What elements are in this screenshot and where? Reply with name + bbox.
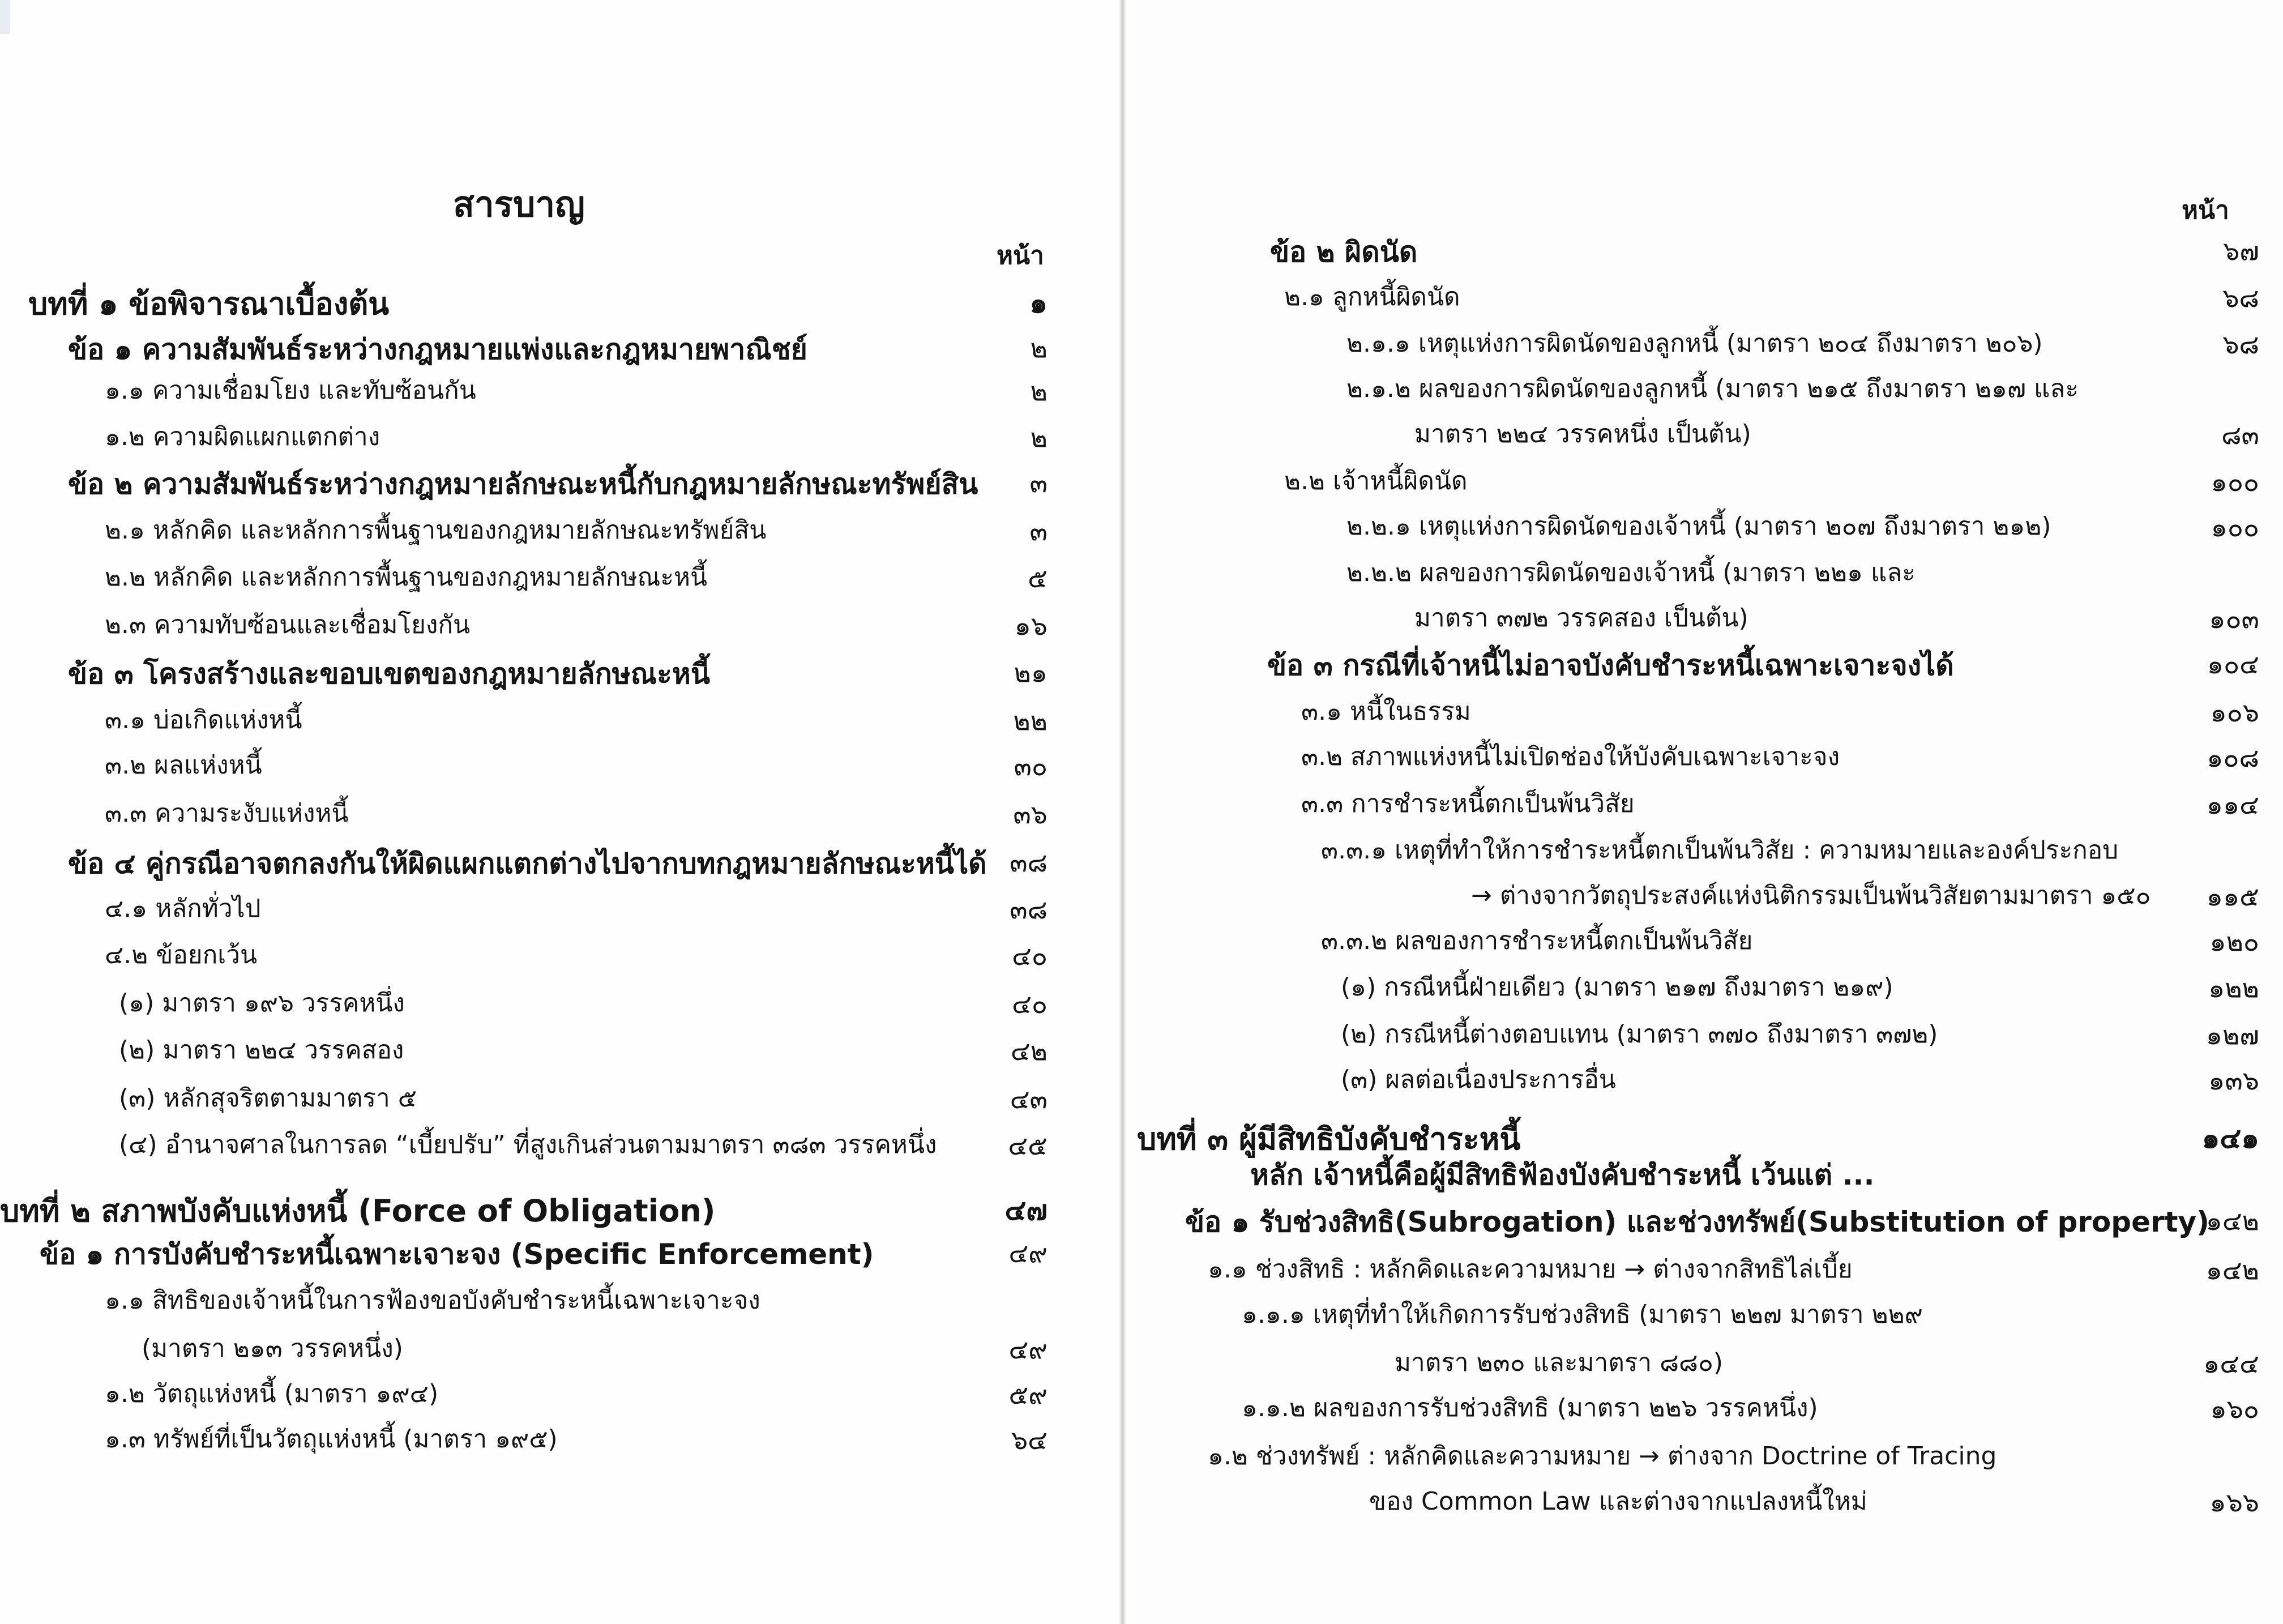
toc-entry-note[interactable]: หลัก เจ้าหนี้คือผู้มีสิทธิฟ้องบังคับชำระหนี้ เว้นแต่ ... [1250,1159,1875,1191]
toc-page-number: ๑ [1029,287,1048,319]
toc-page-number: ๓๐ [1014,751,1048,781]
toc-entry-subsub[interactable]: ๒.๒.๒ ผลของการผิดนัดของเจ้าหนี้ (มาตรา ๒๒๑ และ [1346,558,1916,587]
toc-page-number: ๑๑๕ [2206,881,2259,912]
toc-entry-sub[interactable]: ๓.๓ การชำระหนี้ตกเป็นพ้นวิสัย [1301,789,1635,818]
toc-page-number: ๔๙ [1008,1238,1048,1268]
toc-entry-sub[interactable]: ๑.๒ วัตถุแห่งหนี้ (มาตรา ๑๙๔) [105,1379,439,1408]
toc-entry-item[interactable]: (๒) มาตรา ๒๒๔ วรรคสอง [119,1036,404,1065]
toc-page-number: ๑๖๖ [2209,1487,2259,1518]
toc-entry-cont[interactable]: (มาตรา ๒๑๓ วรรคหนึ่ง) [142,1334,403,1363]
toc-page-number: ๑๒๒ [2208,973,2259,1003]
toc-page-number: ๔๙ [1008,1334,1048,1365]
toc-entry-section[interactable]: ข้อ ๑ การบังคับชำระหนี้เฉพาะเจาะจง (Specific Enforcement) [40,1238,874,1271]
toc-page-number: ๑๒๐ [2209,926,2259,957]
book-gutter [1118,0,1126,1624]
page-column-header: หน้า [997,241,1044,270]
toc-entry-sub[interactable]: ๔.๒ ข้อยกเว้น [105,941,258,969]
toc-page-number: ๑๐๐ [2211,512,2259,542]
toc-page-number: ๒ [1030,333,1048,364]
toc-entry-item[interactable]: (๔) อำนาจศาลในการลด “เบี้ยปรับ” ที่สูงเกินส่วนตามมาตรา ๓๘๓ วรรคหนึ่ง [119,1130,937,1159]
toc-page-number: ๔๐ [1012,989,1048,1019]
toc-page-number: ๑๓๖ [2208,1065,2259,1096]
toc-page-number: ๑๐๓ [2209,604,2259,634]
toc-page-number: ๖๗ [2223,236,2259,266]
toc-page-number: ๑๔๔ [2203,1348,2259,1379]
toc-page-number: ๒๒ [1013,706,1048,736]
toc-page-number: ๓ [1029,468,1048,498]
toc-entry-item[interactable]: (๑) กรณีหนี้ฝ่ายเดียว (มาตรา ๒๑๗ ถึงมาตรา ๒๑๙) [1341,973,1893,1002]
toc-page-number: ๑๔๑ [2201,1122,2259,1155]
toc-entry-sub[interactable]: ๑.๑ สิทธิของเจ้าหนี้ในการฟ้องขอบังคับชำระหนี้เฉพาะเจาะจง [105,1286,760,1315]
toc-page-number: ๔๗ [1004,1194,1048,1226]
toc-page-number: ๕๙ [1008,1379,1048,1410]
toc-entry-section[interactable]: ข้อ ๓ กรณีที่เจ้าหนี้ไม่อาจบังคับชำระหนี้เฉพาะเจาะจงได้ [1267,649,1954,682]
toc-entry-subsub[interactable]: ๓.๓.๒ ผลของการชำระหนี้ตกเป็นพ้นวิสัย [1321,926,1753,955]
toc-entry-sub[interactable]: ๒.๑ ลูกหนี้ผิดนัด [1284,283,1460,311]
toc-page-number: ๑๖ [1014,610,1048,641]
toc-entry-sub[interactable]: ๑.๑ ความเชื่อมโยง และทับซ้อนกัน [105,376,476,405]
toc-page-number: ๒ [1030,376,1048,407]
toc-entry-sub[interactable]: ๑.๑ ช่วงสิทธิ : หลักคิดและความหมาย → ต่างจากสิทธิไล่เบี้ย [1208,1255,1853,1284]
toc-page-number: ๑๔๒ [2205,1206,2259,1236]
toc-page-number: ๑๐๘ [2207,742,2259,773]
toc-page-number: ๑๐๐ [2211,467,2259,497]
toc-page-number: ๓๘ [1010,847,1048,878]
toc-page-number: ๑๔๒ [2205,1255,2259,1285]
toc-page-number: ๕ [1028,563,1048,593]
toc-entry-section[interactable]: ข้อ ๒ ผิดนัด [1270,236,1418,268]
toc-entry-cont[interactable]: มาตรา ๓๗๒ วรรคสอง เป็นต้น) [1414,604,1748,632]
toc-page-number: ๑๐๔ [2207,649,2259,679]
toc-page-number: ๔๕ [1008,1130,1048,1161]
toc-entry-item[interactable]: (๑) มาตรา ๑๙๖ วรรคหนึ่ง [119,989,405,1018]
toc-entry-subsub[interactable]: ๒.๒.๑ เหตุแห่งการผิดนัดของเจ้าหนี้ (มาตรา ๒๐๗ ถึงมาตรา ๒๑๒) [1346,512,2051,541]
toc-entry-subsub[interactable]: ๒.๑.๑ เหตุแห่งการผิดนัดของลูกหนี้ (มาตรา ๒๐๔ ถึงมาตรา ๒๐๖) [1346,329,2043,358]
toc-entry-chapter[interactable]: บทที่ ๒ สภาพบังคับแห่งหนี้ (Force of Obligation) [0,1193,716,1229]
toc-entry-section[interactable]: ข้อ ๑ ความสัมพันธ์ระหว่างกฎหมายแพ่งและกฎหมายพาณิชย์ [68,333,807,366]
toc-page-number: ๑๑๔ [2206,789,2259,820]
toc-entry-sub[interactable]: ๓.๒ ผลแห่งหนี้ [105,751,262,780]
toc-entry-section[interactable]: ข้อ ๑ รับช่วงสิทธิ(Subrogation) และช่วงทรัพย์(Substitution of property) [1185,1206,2209,1238]
toc-entry-sub[interactable]: ๒.๒ หลักคิด และหลักการพื้นฐานของกฎหมายลักษณะหนี้ [105,563,708,592]
toc-page-number: ๘๓ [2221,420,2259,450]
toc-page-number: ๖๘ [2222,283,2259,313]
page-edge [0,0,10,34]
toc-entry-item[interactable]: (๓) หลักสุจริตตามมาตรา ๕ [119,1084,417,1113]
toc-entry-sub[interactable]: ๓.๓ ความระงับแห่งหนี้ [105,799,349,828]
left-page [0,0,1127,1624]
toc-entry-sub[interactable]: ๑.๓ ทรัพย์ที่เป็นวัตถุแห่งหนี้ (มาตรา ๑๙๕) [105,1425,558,1454]
toc-page-number: ๓๖ [1013,799,1048,830]
page-column-header: หน้า [2182,196,2229,225]
toc-entry-cont[interactable]: → ต่างจากวัตถุประสงค์แห่งนิติกรรมเป็นพ้นวิสัยตามมาตรา ๑๕๐ [1471,881,2151,910]
toc-page-number: ๔๓ [1010,1084,1048,1114]
toc-entry-section[interactable]: ข้อ ๒ ความสัมพันธ์ระหว่างกฎหมายลักษณะหนี้กับกฎหมายลักษณะทรัพย์สิน [68,468,978,501]
toc-entry-chapter[interactable]: บทที่ ๑ ข้อพิจารณาเบื้องต้น [28,286,390,322]
toc-entry-subsub[interactable]: ๓.๓.๑ เหตุที่ทำให้การชำระหนี้ตกเป็นพ้นวิสัย : ความหมายและองค์ประกอบ [1321,836,2119,865]
toc-entry-sub[interactable]: ๑.๒ ความผิดแผกแตกต่าง [105,422,380,451]
toc-entry-sub[interactable]: ๒.๓ ความทับซ้อนและเชื่อมโยงกัน [105,610,471,639]
toc-entry-subsub[interactable]: ๒.๑.๒ ผลของการผิดนัดของลูกหนี้ (มาตรา ๒๑๕ ถึงมาตรา ๒๑๗ และ [1346,374,2079,403]
toc-entry-subsub[interactable]: ๑.๑.๑ เหตุที่ทำให้เกิดการรับช่วงสิทธิ (มาตรา ๒๒๗ มาตรา ๒๒๙ [1242,1300,1923,1329]
toc-entry-chapter[interactable]: บทที่ ๓ ผู้มีสิทธิบังคับชำระหนี้ [1137,1121,1521,1157]
toc-entry-subsub[interactable]: ๑.๑.๒ ผลของการรับช่วงสิทธิ (มาตรา ๒๒๖ วรรคหนึ่ง) [1242,1394,1818,1422]
toc-entry-cont[interactable]: มาตรา ๒๒๔ วรรคหนึ่ง เป็นต้น) [1414,420,1751,448]
toc-entry-section[interactable]: ข้อ ๔ คู่กรณีอาจตกลงกันให้ผิดแผกแตกต่างไปจากบทกฎหมายลักษณะหนี้ได้ [68,847,987,880]
toc-page-number: ๒ [1030,422,1048,453]
toc-entry-item[interactable]: (๓) ผลต่อเนื่องประการอื่น [1341,1065,1616,1094]
right-page [1131,0,2283,1624]
toc-entry-sub[interactable]: ๓.๑ บ่อเกิดแห่งหนี้ [105,706,302,734]
toc-page-number: ๖๘ [2222,329,2259,360]
toc-title: สารบาญ [453,183,585,225]
toc-page-number: ๓ [1029,516,1048,546]
toc-entry-cont[interactable]: ของ Common Law และต่างจากแปลงหนี้ใหม่ [1369,1487,1867,1516]
toc-page-number: ๒๑ [1014,657,1048,688]
toc-page-number: ๓๘ [1010,894,1048,925]
toc-entry-sub[interactable]: ๔.๑ หลักทั่วไป [105,894,261,923]
toc-entry-item[interactable]: (๒) กรณีหนี้ต่างตอบแทน (มาตรา ๓๗๐ ถึงมาตรา ๓๗๒) [1341,1020,1938,1049]
toc-entry-sub[interactable]: ๓.๑ หนี้ในธรรม [1301,697,1471,726]
toc-page-number: ๔๒ [1010,1036,1048,1066]
toc-entry-sub[interactable]: ๓.๒ สภาพแห่งหนี้ไม่เปิดช่องให้บังคับเฉพาะเจาะจง [1301,742,1840,771]
toc-entry-cont[interactable]: มาตรา ๒๓๐ และมาตรา ๘๘๐) [1395,1348,1724,1377]
toc-entry-section[interactable]: ข้อ ๓ โครงสร้างและขอบเขตของกฎหมายลักษณะหนี้ [68,657,711,690]
toc-page-number: ๑๖๐ [2210,1394,2259,1424]
toc-page-number: ๑๒๗ [2205,1020,2259,1050]
toc-page-number: ๔๐ [1012,941,1048,971]
toc-entry-sub[interactable]: ๒.๑ หลักคิด และหลักการพื้นฐานของกฎหมายลักษณะทรัพย์สิน [105,516,767,545]
toc-page-number: ๑๐๖ [2210,697,2259,728]
toc-entry-sub[interactable]: ๒.๒ เจ้าหนี้ผิดนัด [1284,467,1468,495]
toc-entry-sub[interactable]: ๑.๒ ช่วงทรัพย์ : หลักคิดและความหมาย → ต่างจาก Doctrine of Tracing [1208,1442,1997,1471]
toc-page-number: ๖๔ [1011,1425,1048,1455]
